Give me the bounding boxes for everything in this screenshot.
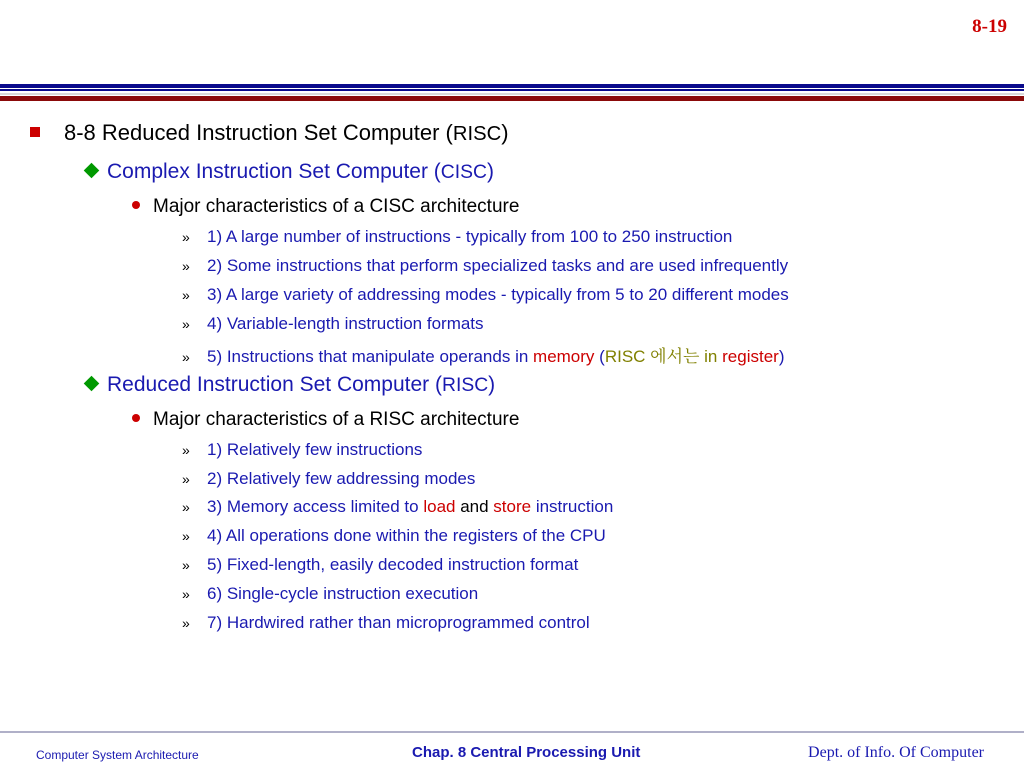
dot-bullet-icon — [132, 414, 140, 422]
list-item: » 3) Memory access limited to load and store instruction — [182, 497, 614, 516]
diamond-bullet-icon — [84, 163, 100, 179]
header-rule-maroon — [0, 96, 1024, 101]
list-item: » 2) Some instructions that perform specialized tasks and are used infrequently — [182, 256, 789, 275]
chevron-bullet-icon: » — [182, 442, 190, 458]
list-item: » 6) Single-cycle instruction execution — [182, 584, 479, 603]
chevron-bullet-icon: » — [182, 316, 190, 332]
list-item: » 4) All operations done within the registers of the CPU — [182, 526, 606, 545]
chevron-bullet-icon: » — [182, 471, 190, 487]
cisc-heading: Complex Instruction Set Computer (CISC) — [82, 160, 494, 184]
list-item: » 1) A large number of instructions - typically from 100 to 250 instruction — [182, 227, 733, 246]
list-item: » 7) Hardwired rather than microprogrammed control — [182, 613, 590, 632]
list-item: » 4) Variable-length instruction formats — [182, 314, 484, 333]
square-bullet-icon — [30, 127, 40, 137]
list-item: » 5) Instructions that manipulate operands in memory (RISC 에서는 in register) — [182, 347, 785, 366]
chevron-bullet-icon: » — [182, 615, 190, 631]
risc-heading: Reduced Instruction Set Computer (RISC) — [82, 373, 495, 397]
page-number: 8-19 — [972, 16, 1007, 37]
chevron-bullet-icon: » — [182, 229, 190, 245]
chevron-bullet-icon: » — [182, 557, 190, 573]
dot-bullet-icon — [132, 201, 140, 209]
list-item: » 5) Fixed-length, easily decoded instruction format — [182, 555, 579, 574]
diamond-bullet-icon — [84, 376, 100, 392]
footer-course: Computer System Architecture — [36, 748, 199, 762]
chevron-bullet-icon: » — [182, 258, 190, 274]
header-rule-gray — [0, 93, 1024, 95]
list-item: » 2) Relatively few addressing modes — [182, 469, 476, 488]
footer-chapter: Chap. 8 Central Processing Unit — [412, 744, 641, 761]
header-rule-navy-thin — [0, 89, 1024, 91]
risc-subheading: Major characteristics of a RISC architecture — [132, 409, 519, 431]
footer-dept: Dept. of Info. Of Computer — [808, 744, 984, 761]
cisc-subheading: Major characteristics of a CISC architecture — [132, 196, 519, 218]
header-rule-navy-thick — [0, 84, 1024, 88]
chevron-bullet-icon: » — [182, 528, 190, 544]
slide-title: 8-8 Reduced Instruction Set Computer (RISC) — [30, 120, 509, 146]
chevron-bullet-icon: » — [182, 349, 190, 365]
chevron-bullet-icon: » — [182, 287, 190, 303]
chevron-bullet-icon: » — [182, 586, 190, 602]
list-item: » 1) Relatively few instructions — [182, 440, 423, 459]
list-item: » 3) A large variety of addressing modes - typically from 5 to 20 different modes — [182, 285, 789, 304]
chevron-bullet-icon: » — [182, 499, 190, 515]
footer-rule — [0, 731, 1024, 733]
